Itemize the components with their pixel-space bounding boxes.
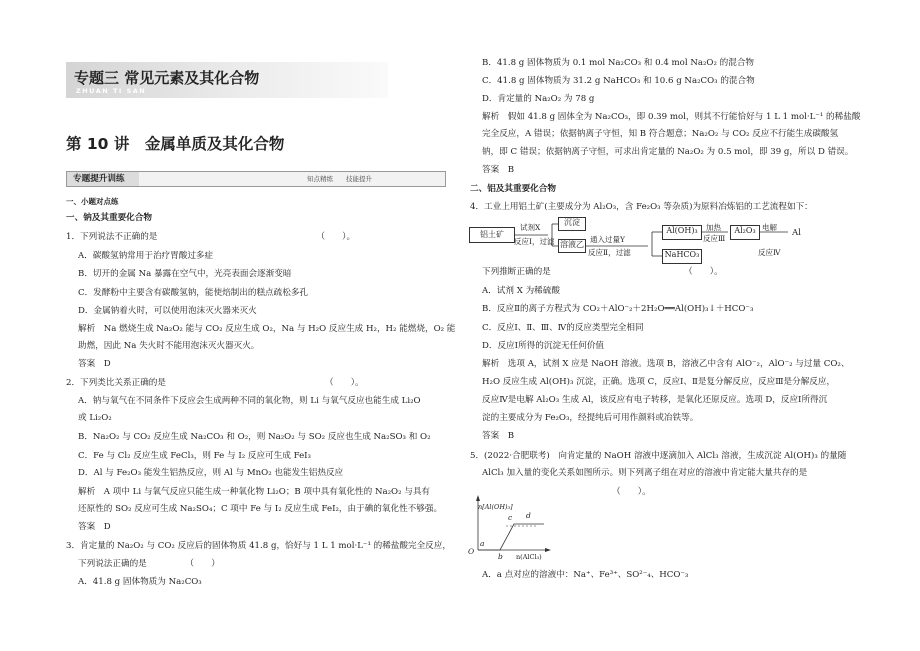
q3-explain-2: 完全反应，A 错误；依据钠离子守恒，知 B 符合题意；Na₂O₂ 与 CO₂ 反应不行能生成碳酸氢	[482, 129, 839, 139]
q2-stem: 2．下列类比关系正确的是 （ ）。	[66, 378, 364, 388]
q1-stem: 1．下列说法不正确的是 （ ）。	[66, 232, 356, 242]
q1-option-c: C．发酵粉中主要含有碳酸氢钠，能使焙制出的糕点疏松多孔	[78, 288, 309, 298]
flow-step-2: 反应Ⅱ，过滤	[588, 248, 631, 257]
q3-explain-3: 钠，即 C 错误；依据钠离子守恒，可求出肯定量的 Na₂O₂ 为 0.5 mol，即 39 g，所以 D 错误。	[482, 147, 854, 157]
q1-explain-1: 解析 Na 燃烧生成 Na₂O₂ 能与 CO₂ 反应生成 O₂，Na 与 H₂O 反应生成 H₂，H₂ 能燃烧，O₂ 能	[78, 324, 456, 334]
lesson-title: 第 10 讲 金属单质及其化合物	[66, 135, 285, 153]
flow-aluminum: Al	[792, 228, 801, 238]
q4-explain-3: 反应Ⅳ是电解 Al₂O₃ 生成 Al，该反应有电子转移，是氧化还原反应。选项 D，反应Ⅰ所得沉	[482, 395, 828, 405]
q3-option-c: C．41.8 g 固体物质为 31.2 g NaHCO₃ 和 10.6 g Na₂CO₃ 的混合物	[482, 76, 755, 86]
q5-stem-cont: AlCl₃ 加入量的变化关系如图所示。则下列离子组在对应的溶液中肯定能大量共存的是	[482, 468, 808, 478]
flow-step-3: 反应Ⅲ	[703, 234, 726, 243]
flow-sodium-bicarbonate: NaHCO₃	[662, 249, 702, 264]
q3-option-a: A．41.8 g 固体物质为 Na₂CO₃	[78, 577, 202, 587]
q3-answer: 答案 B	[482, 165, 515, 175]
q3-option-b: B．41.8 g 固体物质为 0.1 mol Na₂CO₃ 和 0.4 mol Na₂O₂ 的混合物	[482, 58, 755, 68]
q3-stem-cont: 下列说法正确的是 （ ）	[78, 559, 220, 569]
q2-explain-2: 还原性的 SO₂ 反应可生成 Na₂SO₄；C 项中 Fe 与 I₂ 反应生成 FeI₂，由于碘的氧化性不够强。	[78, 504, 443, 514]
q4-explain-1: 解析 选项 A，试剂 X 应是 NaOH 溶液。选项 B，溶液乙中含有 AlO⁻₂，AlO⁻₂ 与过量 CO₂、	[482, 359, 850, 369]
q5-stem: 5．(2022·合肥联考) 向肯定量的 NaOH 溶液中逐滴加入 AlCl₃ 溶液，生成沉淀 Al(OH)₃ 的量随	[470, 451, 847, 461]
graph-point-c: c	[508, 513, 513, 522]
q2-option-d: D．Al 与 Fe₂O₃ 能发生铝热反应，则 Al 与 MnO₂ 也能发生铝热反应	[78, 468, 344, 478]
flow-precipitate: 沉淀	[558, 217, 586, 231]
training-bar	[66, 171, 446, 187]
section-small: 一、小题对点练	[66, 197, 119, 206]
flow-step-1: 反应Ⅰ，过滤	[514, 237, 555, 246]
flow-solution-b: 溶液乙	[558, 239, 586, 253]
q2-option-b: B．Na₂O₂ 与 CO₂ 反应生成 Na₂CO₃ 和 O₂，则 Na₂O₂ 与 SO₂ 反应也生成 Na₂SO₃ 和 O₂	[78, 432, 431, 442]
topic-title: 专题三 常见元素及其化合物	[74, 69, 260, 87]
q2-option-a: A．钠与氧气在不同条件下反应会生成两种不同的氧化物，则 Li 与氧气反应也能生成 Li₂O	[78, 396, 421, 406]
graph-point-d: d	[526, 511, 531, 520]
topic-banner	[66, 62, 388, 98]
q2-option-a-cont: 或 Li₂O₂	[78, 413, 112, 423]
flow-aluminum-hydroxide: Al(OH)₃	[662, 225, 702, 240]
q1-option-d: D．金属钠着火时，可以使用泡沫灭火器来灭火	[78, 306, 257, 316]
q4-answer: 答案 B	[482, 431, 515, 441]
q4-stem: 4．工业上用铝土矿(主要成分为 Al₂O₃，含 Fe₂O₃ 等杂质)为原料冶炼铝的工艺流程如下：	[470, 202, 813, 212]
q4-option-b: B．反应Ⅱ的离子方程式为 CO₂＋AlO⁻₂＋2H₂O══Al(OH)₃↓＋HCO⁻₃	[482, 304, 754, 314]
q5-option-a: A．a 点对应的溶液中：Na⁺、Fe³⁺、SO²⁻₄、HCO⁻₃	[482, 570, 689, 580]
q4-explain-2: H₂O 反应生成 Al(OH)₃ 沉淀，正确。选项 C，反应Ⅰ、Ⅱ是复分解反应，反应Ⅲ是分解反应，	[482, 377, 836, 387]
training-bar-label: 专题提升训练	[67, 172, 139, 186]
graph-point-b: b	[498, 552, 503, 561]
q3-option-d: D．肯定量的 Na₂O₂ 为 78 g	[482, 94, 595, 104]
topic-pinyin: ZHUAN TI SAN	[76, 87, 147, 95]
q1-answer: 答案 D	[78, 359, 111, 369]
q2-answer: 答案 D	[78, 522, 111, 532]
q3-explain-1: 解析 假如 41.8 g 固体全为 Na₂CO₃，即 0.39 mol，则其不行能恰好与 1 L 1 mol·L⁻¹ 的稀盐酸	[482, 112, 861, 122]
section-aluminum: 二、铝及其重要化合物	[470, 184, 556, 194]
flow-ore: 铝土矿	[469, 227, 515, 243]
q4-option-c: C．反应Ⅰ、Ⅱ、Ⅲ、Ⅳ的反应类型完全相同	[482, 323, 644, 333]
flow-alumina: Al₂O₃	[730, 225, 760, 240]
flow-heat: 加热	[706, 223, 721, 232]
q2-option-c: C．Fe 与 Cl₂ 反应生成 FeCl₃，则 Fe 与 I₂ 反应可生成 FeI₃	[78, 451, 312, 461]
graph-origin: O	[468, 547, 475, 556]
q4-subquestion: 下列推断正确的是 （ ）。	[482, 267, 723, 277]
q4-option-d: D．反应Ⅰ所得的沉淀无任何价值	[482, 341, 605, 351]
flow-reagent-x: 试剂X	[520, 223, 541, 232]
flow-add-y: 通入过量Y	[590, 235, 625, 244]
q1-option-a: A．碳酸氢钠常用于治疗胃酸过多症	[78, 251, 214, 261]
q1-option-b: B．切开的金属 Na 暴露在空气中，光亮表面会逐渐变暗	[78, 269, 292, 279]
flow-step-4: 反应Ⅳ	[758, 248, 781, 257]
graph-point-a: a	[480, 539, 485, 548]
flow-electrolysis: 电解	[762, 223, 777, 232]
q4-explain-4: 淀的主要成分为 Fe₂O₃，经提纯后可用作颜料或冶铁等。	[482, 413, 699, 423]
graph-x-label: n(AlCl₃)	[516, 553, 542, 561]
section-sodium: 一、钠及其重要化合物	[66, 213, 152, 223]
graph-y-label: n[Al(OH)₃]	[478, 503, 513, 511]
q4-option-a: A．试剂 X 为稀硫酸	[482, 286, 560, 296]
q1-explain-2: 助燃，因此 Na 失火时不能用泡沫灭火器灭火。	[78, 341, 260, 351]
training-bar-right: 知点精练 技能提升	[307, 175, 372, 183]
q2-explain-1: 解析 A 项中 Li 与氧气反应只能生成一种氧化物 Li₂O；B 项中具有氧化性的 Na₂O₂ 与具有	[78, 487, 431, 497]
q3-stem: 3．肯定量的 Na₂O₂ 与 CO₂ 反应后的固体物质 41.8 g，恰好与 1 L 1 mol·L⁻¹ 的稀盐酸完全反应，	[66, 541, 451, 551]
q5-bracket: （ ）。	[612, 487, 651, 497]
